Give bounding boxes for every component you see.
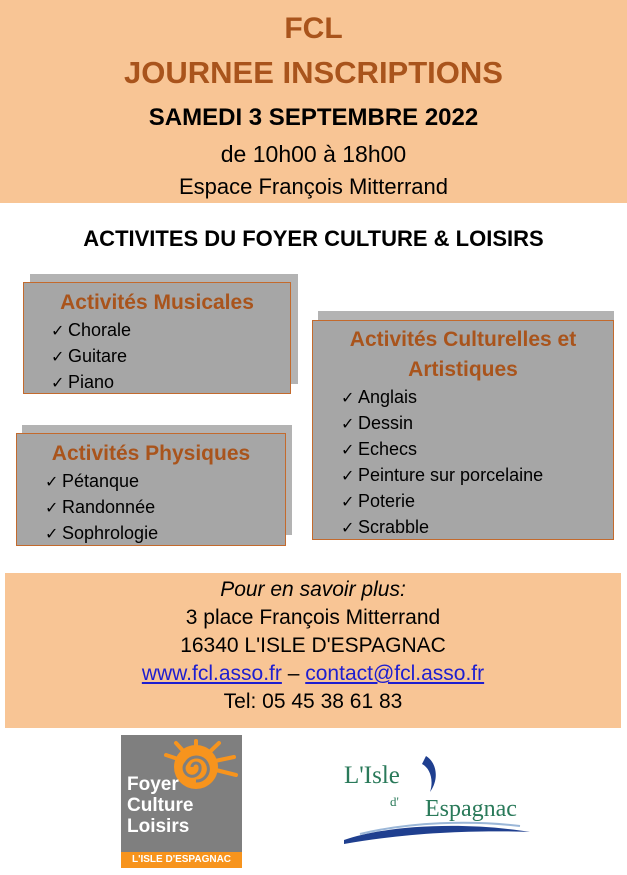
check-icon: ✓: [341, 468, 355, 485]
list-item: ✓ Scrabble: [341, 515, 613, 541]
isle-d-text: d': [390, 794, 399, 809]
espagnac-text: Espagnac: [425, 796, 517, 822]
box-title: Activités Culturelles et: [349, 328, 577, 351]
box-musicales: [23, 282, 291, 394]
event-place: Espace François Mitterrand: [179, 174, 448, 199]
isle-espagnac-logo: [330, 752, 540, 852]
box-title: Activités Musicales: [60, 291, 254, 314]
box-title: Activités Physiques: [51, 442, 251, 465]
check-icon: ✓: [341, 390, 355, 407]
list-item: ✓ Dessin: [341, 411, 613, 437]
list-item: ✓ Sophrologie: [45, 521, 285, 547]
list-item: ✓ Echecs: [341, 437, 613, 463]
list-item: ✓ Randonnée: [45, 495, 285, 521]
list-item: ✓ Poterie: [341, 489, 613, 515]
event-time: de 10h00 à 18h00: [220, 141, 407, 167]
contact-band: [5, 573, 621, 728]
check-icon: ✓: [45, 526, 59, 543]
fcl-word: Loisirs: [127, 816, 190, 837]
check-icon: ✓: [341, 494, 355, 511]
org-name: FCL: [284, 12, 343, 45]
list-item: ✓ Anglais: [341, 385, 613, 411]
check-icon: ✓: [45, 500, 59, 517]
box-physiques: [16, 433, 286, 546]
fcl-logo-bar: L'ISLE D'ESPAGNAC: [121, 852, 242, 868]
phone-line: Tel: 05 45 38 61 83: [223, 690, 403, 713]
check-icon: ✓: [51, 323, 65, 340]
list-item: ✓ Guitare: [51, 344, 290, 370]
fcl-word: Foyer: [127, 774, 179, 795]
check-icon: ✓: [51, 349, 65, 366]
check-icon: ✓: [341, 520, 355, 537]
address-line: 3 place François Mitterrand: [185, 606, 441, 629]
list-item: ✓ Piano: [51, 370, 290, 396]
fcl-word: Culture: [127, 795, 194, 816]
event-date: SAMEDI 3 SEPTEMBRE 2022: [148, 104, 479, 131]
check-icon: ✓: [45, 474, 59, 491]
check-icon: ✓: [51, 375, 65, 392]
header-banner: [0, 0, 627, 203]
box-title: Artistiques: [408, 358, 518, 381]
link-separator: –: [287, 662, 300, 685]
email-link[interactable]: contact@fcl.asso.fr: [305, 662, 485, 685]
fcl-logo: [121, 735, 242, 868]
check-icon: ✓: [341, 416, 355, 433]
event-title: JOURNEE INSCRIPTIONS: [124, 55, 503, 90]
section-title: ACTIVITES DU FOYER CULTURE & LOISIRS: [83, 226, 544, 251]
info-lead: Pour en savoir plus:: [220, 578, 406, 601]
website-link[interactable]: www.fcl.asso.fr: [141, 662, 282, 685]
list-item: ✓ Chorale: [51, 318, 290, 344]
links-line: [5, 660, 621, 688]
list-item: ✓ Pétanque: [45, 469, 285, 495]
isle-text: L'Isle: [344, 762, 400, 789]
box-culturelles: [312, 320, 614, 540]
address-line: 16340 L'ISLE D'ESPAGNAC: [180, 634, 446, 657]
check-icon: ✓: [341, 442, 355, 459]
list-item: ✓ Peinture sur porcelaine: [341, 463, 613, 489]
